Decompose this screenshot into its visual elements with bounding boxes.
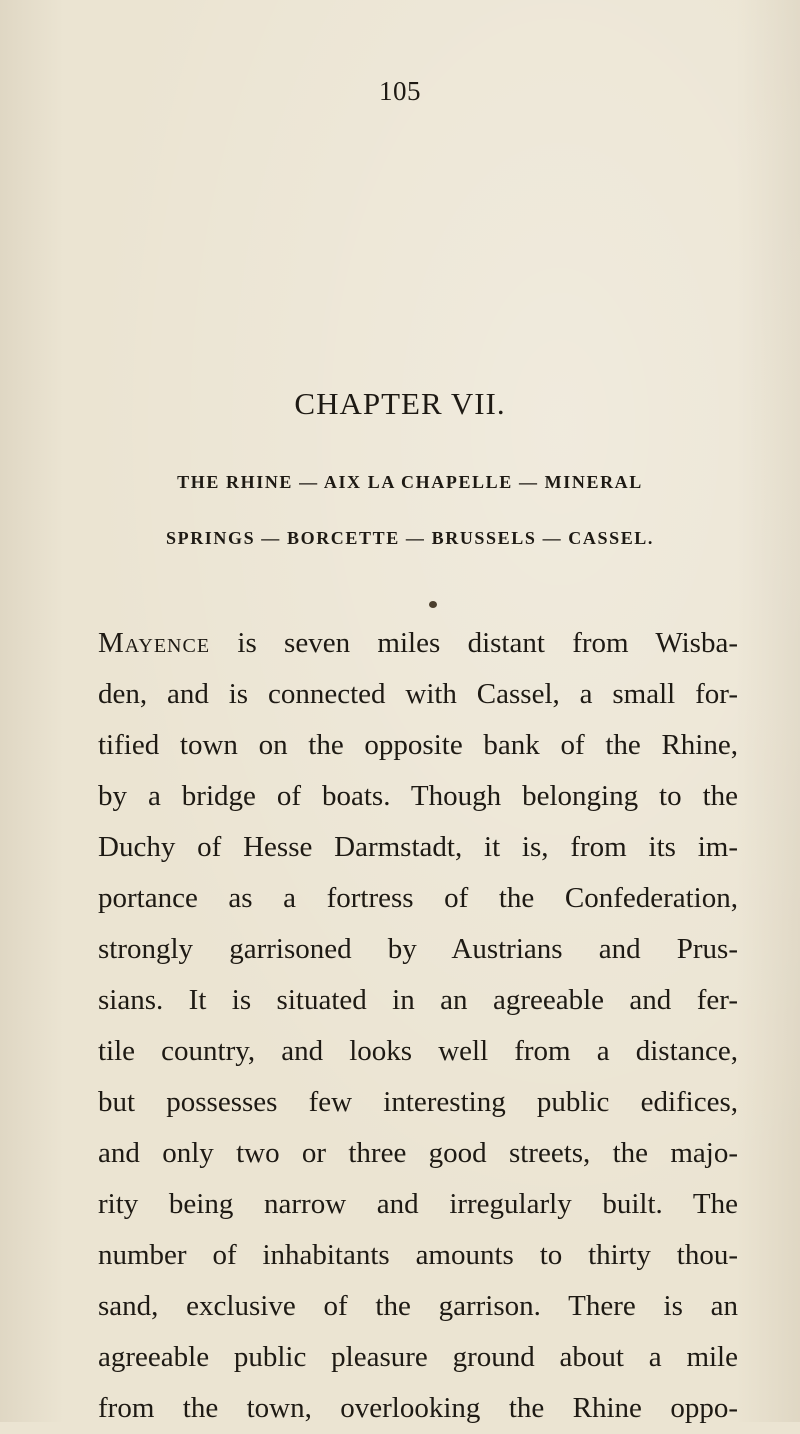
- body-line: strongly garrisoned by Austrians and Prus-: [98, 933, 738, 965]
- chapter-summary-line: THE RHINE — AIX LA CHAPELLE — MINERAL: [177, 472, 643, 492]
- opening-word: Mayence: [98, 627, 211, 659]
- body-line: den, and is connected with Cassel, a small for-: [98, 678, 738, 710]
- chapter-title: CHAPTER VII.: [294, 386, 506, 421]
- body-line: tile country, and looks well from a distance,: [98, 1035, 738, 1067]
- body-line: portance as a fortress of the Confederation,: [98, 882, 738, 914]
- ornament-dot-icon: [429, 601, 437, 608]
- body-line: but possesses few interesting public edifices,: [98, 1086, 738, 1118]
- page-number: 105: [379, 76, 421, 106]
- chapter-summary-line: SPRINGS — BORCETTE — BRUSSELS — CASSEL.: [165, 528, 655, 548]
- body-line: and only two or three good streets, the majo-: [98, 1137, 738, 1169]
- body-line: by a bridge of boats. Though belonging to the: [98, 780, 738, 812]
- first-line-text: is seven miles distant from Wisba-: [210, 627, 738, 659]
- body-line: rity being narrow and irregularly built. The: [98, 1188, 738, 1220]
- body-paragraph: [98, 618, 738, 1434]
- body-line: sians. It is situated in an agreeable and fer-: [98, 984, 738, 1016]
- body-line: sand, exclusive of the garrison. There is an: [98, 1290, 738, 1322]
- body-line-first: [98, 618, 738, 669]
- body-line-last: from the town, overlooking the Rhine oppo-: [98, 1392, 738, 1424]
- chapter-summary: [95, 454, 725, 566]
- body-line: Duchy of Hesse Darmstadt, it is, from its im-: [98, 831, 738, 863]
- body-line: agreeable public pleasure ground about a mile: [98, 1341, 738, 1373]
- body-line: number of inhabitants amounts to thirty thou-: [98, 1239, 738, 1271]
- body-line: tified town on the opposite bank of the Rhine,: [98, 729, 738, 761]
